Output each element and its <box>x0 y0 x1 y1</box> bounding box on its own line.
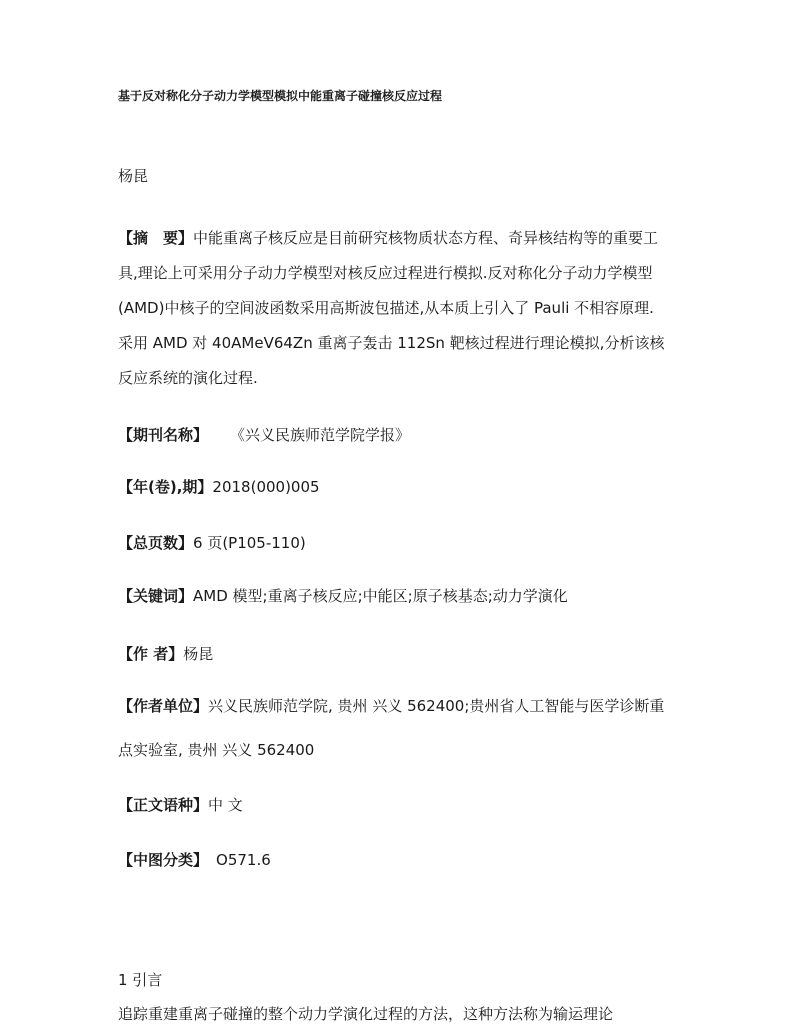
issue-field <box>118 477 688 497</box>
pages-label: 【总页数】 <box>118 534 194 552</box>
keywords-label: 【关键词】 <box>118 587 194 605</box>
abstract-line: 反应系统的演化过程. <box>118 369 258 387</box>
classification-value: O571.6 <box>216 851 271 869</box>
journal-field <box>118 425 688 445</box>
abstract-line <box>118 221 684 256</box>
affiliation-text: 兴义民族师范学院, 贵州 兴义 562400;贵州省人工智能与医学诊断重 <box>208 697 665 715</box>
affiliation-field <box>118 684 688 772</box>
classification-field <box>118 850 688 870</box>
affiliation-line <box>118 684 688 728</box>
affiliation-label: 【作者单位】 <box>118 697 209 715</box>
authors-label: 【作 者】 <box>118 645 184 663</box>
abstract-line: 采用 AMD 对 40AMeV64Zn 重离子轰击 112Sn 靶核过程进行理论模拟,分析该核 <box>118 334 665 352</box>
classification-label: 【中图分类】 <box>118 851 209 869</box>
language-value: 中 文 <box>208 796 243 814</box>
section-heading: 1 引言 <box>118 971 163 989</box>
journal-label: 【期刊名称】 <box>118 426 209 444</box>
abstract-line: (AMD)中核子的空间波函数采用高斯波包描述,从本质上引入了 Pauli 不相容原理. <box>118 299 654 317</box>
document-title: 基于反对称化分子动力学模型模拟中能重离子碰撞核反应过程 <box>118 89 443 103</box>
section-body-text: 追踪重建重离子碰撞的整个动力学演化过程的方法，这种方法称为输运理论 <box>118 1005 614 1023</box>
issue-label: 【年(卷),期】 <box>118 478 213 496</box>
abstract-text: 中能重离子核反应是目前研究核物质状态方程、奇异核结构等的重要工 <box>193 229 659 247</box>
keywords-value: AMD 模型;重离子核反应;中能区;原子核基态;动力学演化 <box>193 587 568 605</box>
keywords-field <box>118 586 688 606</box>
issue-value: 2018(000)005 <box>212 478 320 496</box>
language-label: 【正文语种】 <box>118 796 209 814</box>
abstract-label: 【摘 要】 <box>118 229 194 247</box>
language-field <box>118 795 688 815</box>
abstract-line: 具,理论上可采用分子动力学模型对核反应过程进行模拟.反对称化分子动力学模型 <box>118 264 653 282</box>
abstract-block <box>118 221 684 396</box>
author-name: 杨昆 <box>118 167 149 185</box>
pages-field <box>118 533 688 553</box>
authors-value: 杨昆 <box>183 645 214 663</box>
journal-value: 《兴义民族师范学院学报》 <box>230 426 411 444</box>
authors-field <box>118 644 688 664</box>
pages-value: 6 页(P105-110) <box>193 534 306 552</box>
affiliation-line: 点实验室, 贵州 兴义 562400 <box>118 741 315 759</box>
